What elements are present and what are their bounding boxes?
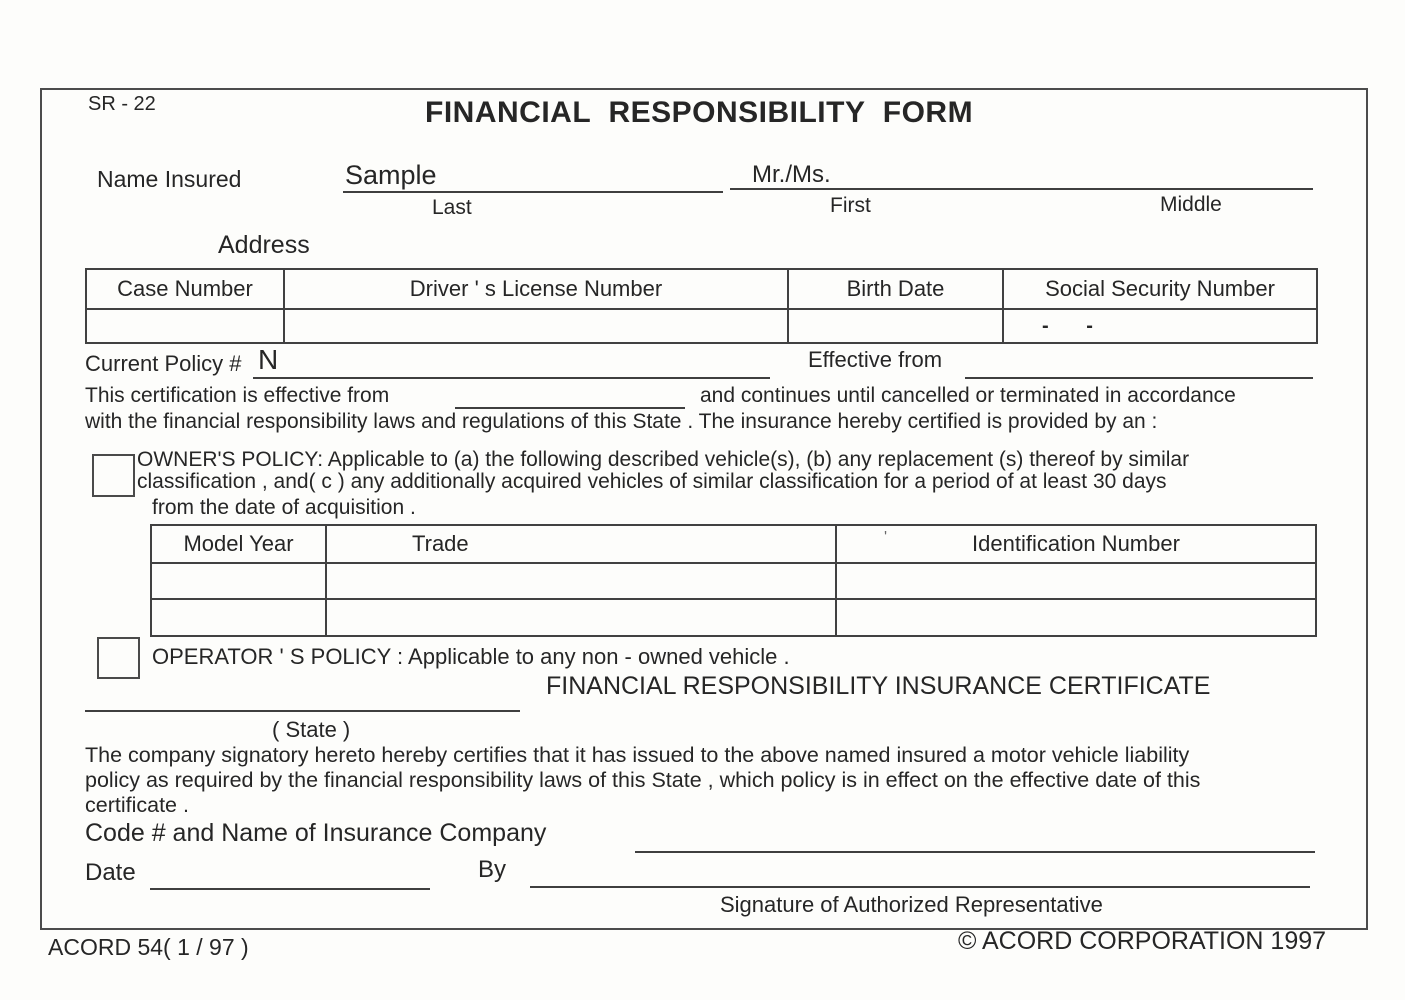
vehicle-table-header-identification: Identification Number <box>836 525 1316 563</box>
vehicle-row1-model-year-cell[interactable] <box>151 563 326 599</box>
effective-from-label: Effective from <box>808 347 943 372</box>
vehicle-row2-trade-cell[interactable] <box>326 599 836 636</box>
name-middle-caption: Middle <box>1160 193 1222 216</box>
current-policy-label: Current Policy # <box>85 351 242 376</box>
date-label: Date <box>85 859 136 886</box>
company-cert-line3: certificate . <box>85 793 189 817</box>
scan-artifact-mark: ' <box>884 529 888 546</box>
company-cert-line1: The company signatory hereto hereby certifies that it has issued to the above named insured a motor vehicle liability <box>85 743 1190 767</box>
signature-caption: Signature of Authorized Representative <box>720 892 1103 917</box>
certification-text-line2: with the financial responsibility laws and regulations of this State . The insurance hereby certified is provided by an : <box>85 410 1158 433</box>
vehicle-row1-identification-cell[interactable] <box>836 563 1316 599</box>
name-last-caption: Last <box>432 196 472 219</box>
name-prefix-label: Mr./Ms. <box>752 161 831 188</box>
owners-policy-text-line3: from the date of acquisition . <box>152 496 416 519</box>
vehicle-table-header-model-year: Model Year <box>151 525 326 563</box>
form-code: SR - 22 <box>88 93 156 115</box>
effective-from-line[interactable] <box>965 377 1313 379</box>
code-name-line[interactable] <box>635 851 1315 853</box>
certification-text-after-blank: and continues until cancelled or terminated in accordance <box>700 384 1236 407</box>
id-table-header-case-number: Case Number <box>86 269 284 309</box>
ssn-cell[interactable]: - - <box>1003 309 1317 343</box>
vehicle-table <box>150 524 1317 637</box>
company-cert-line2: policy as required by the financial responsibility laws of this State , which policy is in effect on the effective date of this <box>85 768 1201 792</box>
name-last-line[interactable] <box>343 191 723 193</box>
operators-policy-text: OPERATOR ' S POLICY : Applicable to any non - owned vehicle . <box>152 644 790 669</box>
owners-policy-checkbox[interactable] <box>92 454 135 497</box>
name-first-middle-line[interactable] <box>730 188 1313 190</box>
current-policy-line[interactable] <box>253 377 770 379</box>
license-number-cell[interactable] <box>284 309 788 343</box>
code-name-label: Code # and Name of Insurance Company <box>85 819 547 847</box>
owners-policy-text-line1: OWNER'S POLICY: Applicable to (a) the following described vehicle(s), (b) any replacement (s) thereof by similar <box>137 448 1190 471</box>
certification-blank-line[interactable] <box>455 407 685 409</box>
certificate-title: FINANCIAL RESPONSIBILITY INSURANCE CERTIFICATE <box>546 672 1211 700</box>
footer-form-number: ACORD 54( 1 / 97 ) <box>48 934 249 960</box>
address-label: Address <box>218 231 310 259</box>
by-line[interactable] <box>530 886 1310 888</box>
case-number-cell[interactable] <box>86 309 284 343</box>
id-table-header-birth-date: Birth Date <box>788 269 1003 309</box>
birth-date-cell[interactable] <box>788 309 1003 343</box>
state-caption: ( State ) <box>272 717 351 742</box>
date-line[interactable] <box>150 888 430 890</box>
page-title: FINANCIAL RESPONSIBILITY FORM <box>425 96 974 129</box>
vehicle-row1-trade-cell[interactable] <box>326 563 836 599</box>
id-table-header-ssn: Social Security Number <box>1003 269 1317 309</box>
certification-text-before-blank: This certification is effective from <box>85 384 390 407</box>
id-table <box>85 268 1318 344</box>
vehicle-row2-model-year-cell[interactable] <box>151 599 326 636</box>
state-line[interactable] <box>85 710 520 712</box>
name-insured-label: Name Insured <box>97 166 242 192</box>
owners-policy-text-line2: classification , and( c ) any additionally acquired vehicles of similar classification for a period of at least 30 days <box>137 470 1167 493</box>
name-last-value: Sample <box>345 160 437 190</box>
footer-copyright: © ACORD CORPORATION 1997 <box>958 927 1327 955</box>
vehicle-table-header-trade: Trade <box>326 525 836 563</box>
vehicle-row2-identification-cell[interactable] <box>836 599 1316 636</box>
by-label: By <box>478 856 507 883</box>
current-policy-value: N <box>258 344 279 375</box>
id-table-header-license-number: Driver ' s License Number <box>284 269 788 309</box>
name-first-caption: First <box>830 194 871 217</box>
operators-policy-checkbox[interactable] <box>97 637 140 679</box>
